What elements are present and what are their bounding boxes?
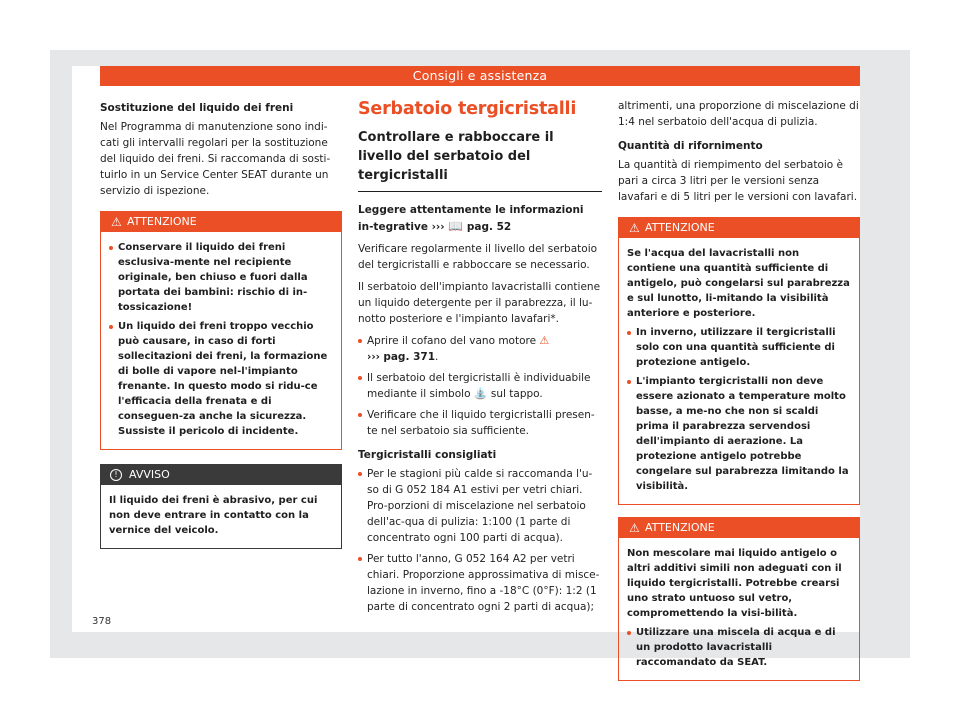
step-identify-text: Il serbatoio del tergicristalli è individuabile mediante il simbolo — [367, 372, 591, 400]
capacity-text: La quantità di riempimento del serbatoio è pari a circa 3 litri per le versioni senza lavafari e di 5 litri per le versioni con lavafari. — [618, 159, 858, 203]
warning-box-brake-fluid — [100, 211, 342, 450]
warning-header — [619, 218, 859, 238]
warning-triangle-icon: ⚠ — [539, 334, 550, 347]
warning-item: L'impianto tergicristalli non deve essere azionato a temperature molto basse, a me-no che non si scaldi prima il parabrezza servendosi dell'impianto di aerazione. La protezione antigelo potrebbe congelare sul parabrezza limitando la visibilità. — [627, 374, 851, 494]
warning-title: ATTENZIONE — [645, 221, 715, 234]
warning-title: ATTENZIONE — [127, 215, 197, 228]
notice-header — [101, 465, 341, 485]
warning-body — [619, 238, 859, 504]
notice-box-brake-fluid — [100, 464, 342, 549]
section-title-brake-fluid: Sostituzione del liquido dei freni — [100, 102, 294, 114]
column-middle — [358, 98, 602, 620]
recommended-item: Per le stagioni più calde si raccomanda l'u-so di G 052 184 A1 estivi per vetri chiari. Pro-porzioni di miscelazione nel serbatoio dell'ac-qua di pulizia: 1:100 (1 parte di concentrato ogni 100 parti di acqua). — [358, 466, 602, 546]
arrows-glyph: ››› — [367, 351, 380, 363]
para-check-level: Verificare regolarmente il livello del serbatoio del tergicristalli e rabboccare se necessario. — [358, 243, 598, 271]
step-identify-text-end: sul tappo. — [490, 388, 543, 400]
notice-title: AVVISO — [129, 468, 170, 481]
step-open-hood-text: Aprire il cofano del vano motore — [367, 335, 537, 347]
warning-item: Conservare il liquido dei freni esclusiva-mente nel recipiente originale, ben chiuso e fuori dalla portata dei bambini: rischio di in-tossicazione! — [109, 240, 333, 315]
section-text-brake-fluid: Nel Programma di manutenzione sono indi-cati gli intervalli regolari per la sostituzione del liquido dei freni. Si raccomanda di sosti-tuirlo in un Service Center SEAT durante un servizio di ispezione. — [100, 121, 331, 197]
lead-page-link[interactable]: pag. 52 — [466, 221, 512, 233]
chapter-header: Consigli e assistenza — [100, 66, 860, 86]
notice-body — [101, 485, 341, 548]
column-left — [100, 98, 342, 559]
warning-triangle-icon: ⚠ — [111, 215, 122, 229]
page-number: 378 — [92, 616, 112, 627]
warning-item: In inverno, utilizzare il tergicristalli solo con una quantità sufficiente di protezione antigelo. — [627, 325, 851, 370]
warning-triangle-icon: ⚠ — [629, 221, 640, 235]
warning-body — [101, 232, 341, 449]
book-icon: 📖 — [448, 219, 464, 233]
hood-page-link[interactable]: pag. 371 — [383, 351, 436, 363]
warning-header — [101, 212, 341, 232]
notice-text: Il liquido dei freni è abrasivo, per cui non deve entrare in contatto con la vernice del veicolo. — [109, 495, 318, 536]
arrows-glyph: ››› — [431, 221, 445, 233]
warning-body — [619, 538, 859, 680]
step-identify-reservoir — [358, 370, 602, 402]
page-subtitle: Controllare e rabboccare il livello del serbatoio del tergicristalli — [358, 128, 602, 192]
lead-text — [358, 202, 602, 235]
lead-text-body: Leggere attentamente le informazioni in-tegrative — [358, 204, 584, 233]
warning-intro: Se l'acqua del lavacristalli non contiene una quantità sufficiente di antigelo, può congelarsi sul parabrezza e sul lunotto, li-mitando la visibilità anteriore e posteriore. — [627, 248, 850, 319]
warning-item: Utilizzare una miscela di acqua e di un prodotto lavacristalli raccomandato da SEAT. — [627, 625, 851, 670]
warning-header — [619, 518, 859, 538]
step-open-hood: Aprire il cofano del vano motore ⚠ ››› pag. 371. — [358, 333, 602, 365]
continuation-text: altrimenti, una proporzione di miscelazione di 1:4 nel serbatoio dell'acqua di pulizia. — [618, 100, 859, 128]
warning-box-additives — [618, 517, 860, 681]
recommended-title: Tergicristalli consigliati — [358, 449, 497, 461]
warning-triangle-icon: ⚠ — [629, 521, 640, 535]
warning-box-antifreeze — [618, 217, 860, 505]
page-title: Serbatoio tergicristalli — [358, 99, 577, 119]
capacity-title: Quantità di rifornimento — [618, 140, 763, 152]
warning-title: ATTENZIONE — [645, 521, 715, 534]
warning-intro: Non mescolare mai liquido antigelo o altri additivi simili non adeguati con il liquido tergicristalli. Potrebbe crearsi uno strato untuoso sul vetro, compromettendo la visi-bilità. — [627, 548, 842, 619]
washer-fluid-icon: ⛲ — [473, 387, 488, 400]
para-reservoir: Il serbatoio dell'impianto lavacristalli contiene un liquido detergente per il parabrezza, il lu-notto posteriore e l'impianto lavafari*. — [358, 281, 601, 325]
step-verify-level: Verificare che il liquido tergicristalli presen-te nel serbatoio sia sufficiente. — [358, 407, 602, 439]
recommended-item: Per tutto l'anno, G 052 164 A2 per vetri chiari. Proporzione approssimativa di misce-lazione in inverno, fino a -18°C (0°F): 1:2 (1 parte di concentrato ogni 2 parti di acqua); — [358, 551, 602, 615]
warning-item: Un liquido dei freni troppo vecchio può causare, in caso di forti sollecitazioni dei freni, la formazione di bolle di vapore nel-l'impianto frenante. In questo modo si ridu-ce l'efficacia della frenata e di conseguen-za anche la sicurezza. Sussiste il pericolo di incidente. — [109, 319, 333, 439]
info-circle-icon: ! — [110, 469, 122, 481]
column-right — [618, 98, 860, 691]
